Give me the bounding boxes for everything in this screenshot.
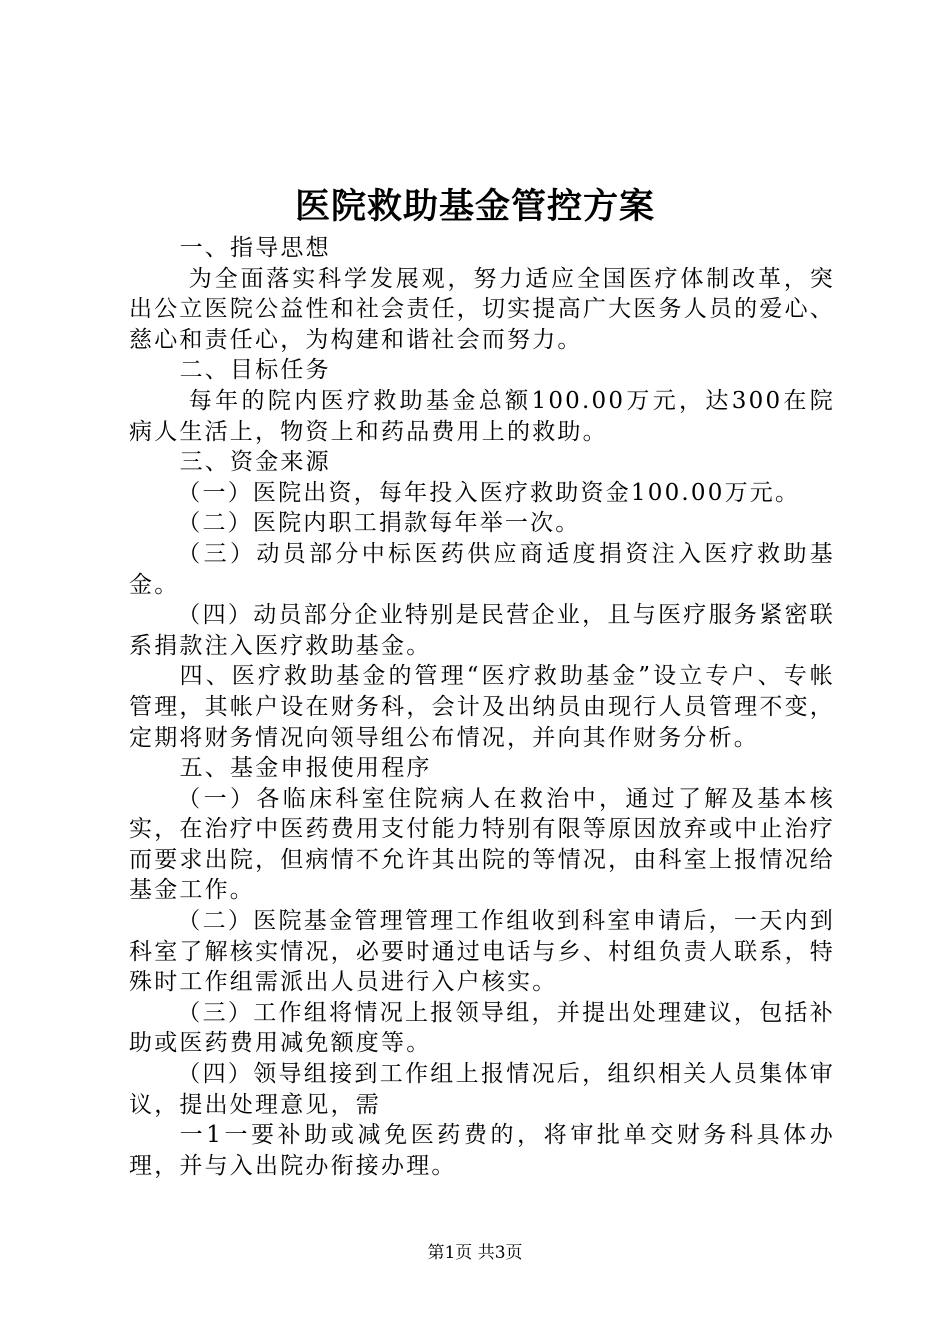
list-item-procedure-3: （三）工作组将情况上报领导组，并提出处理建议，包括补助或医药费用减免额度等。 [129,999,835,1057]
document-body [129,233,835,1181]
list-item-fund-source-3: （三）动员部分中标医药供应商适度捐资注入医疗救助基金。 [129,540,835,598]
page-footer: 第1页 共3页 [427,1243,523,1263]
list-item-procedure-2: （二）医院基金管理管理工作组收到科室申请后，一天内到科室了解核实情况，必要时通过电话与乡、村组负责人联系，特殊时工作组需派出人员进行入户核实。 [129,908,835,996]
list-item-procedure-1: （一）各临床科室住院病人在救治中，通过了解及基本核实，在治疗中医药费用支付能力特别有限等原因放弃或中止治疗而要求出院，但病情不允许其出院的等情况，由科室上报情况给基金工作。 [129,785,835,904]
list-item-procedure-4: （四）领导组接到工作组上报情况后，组织相关人员集体审议，提出处理意见，需 [129,1061,835,1118]
document-title: 医院救助基金管控方案 [294,186,655,227]
section-heading-guiding-ideology: 一、指导思想 [179,235,331,261]
section-heading-objectives: 二、目标任务 [179,357,331,384]
list-item-fund-source-4: （四）动员部分企业特别是民营企业，且与医疗服务紧密联系捐款注入医疗救助基金。 [129,602,835,659]
paragraph-objectives: 每年的院内医疗救助基金总额100.00万元，达300在院病人生活上，物资上和药品费用上的救助。 [129,387,835,445]
section-heading-application-procedure: 五、基金申报使用程序 [179,755,432,782]
list-item-fund-source-1: （一）医院出资，每年投入医疗救助资金100.00万元。 [177,479,801,506]
list-item-fund-source-2: （二）医院内职工捐款每年举一次。 [177,510,581,537]
paragraph-guiding-ideology: 为全面落实科学发展观，努力适应全国医疗体制改革，突出公立医院公益性和社会责任，切实提高广大医务人员的爱心、慈心和责任心，为构建和谐社会而努力。 [129,265,835,353]
paragraph-fund-management: 四、医疗救助基金的管理“医疗救助基金”设立专户、专帐管理，其帐户设在财务科，会计及出纳员由现行人员管理不变，定期将财务情况向领导组公布情况，并向其作财务分析。 [129,663,835,751]
list-item-procedure-4-sub-1: 一1一要补助或减免医药费的，将审批单交财务科具体办理，并与入出院办衔接办理。 [129,1122,835,1179]
section-heading-fund-sources: 三、资金来源 [179,449,331,476]
